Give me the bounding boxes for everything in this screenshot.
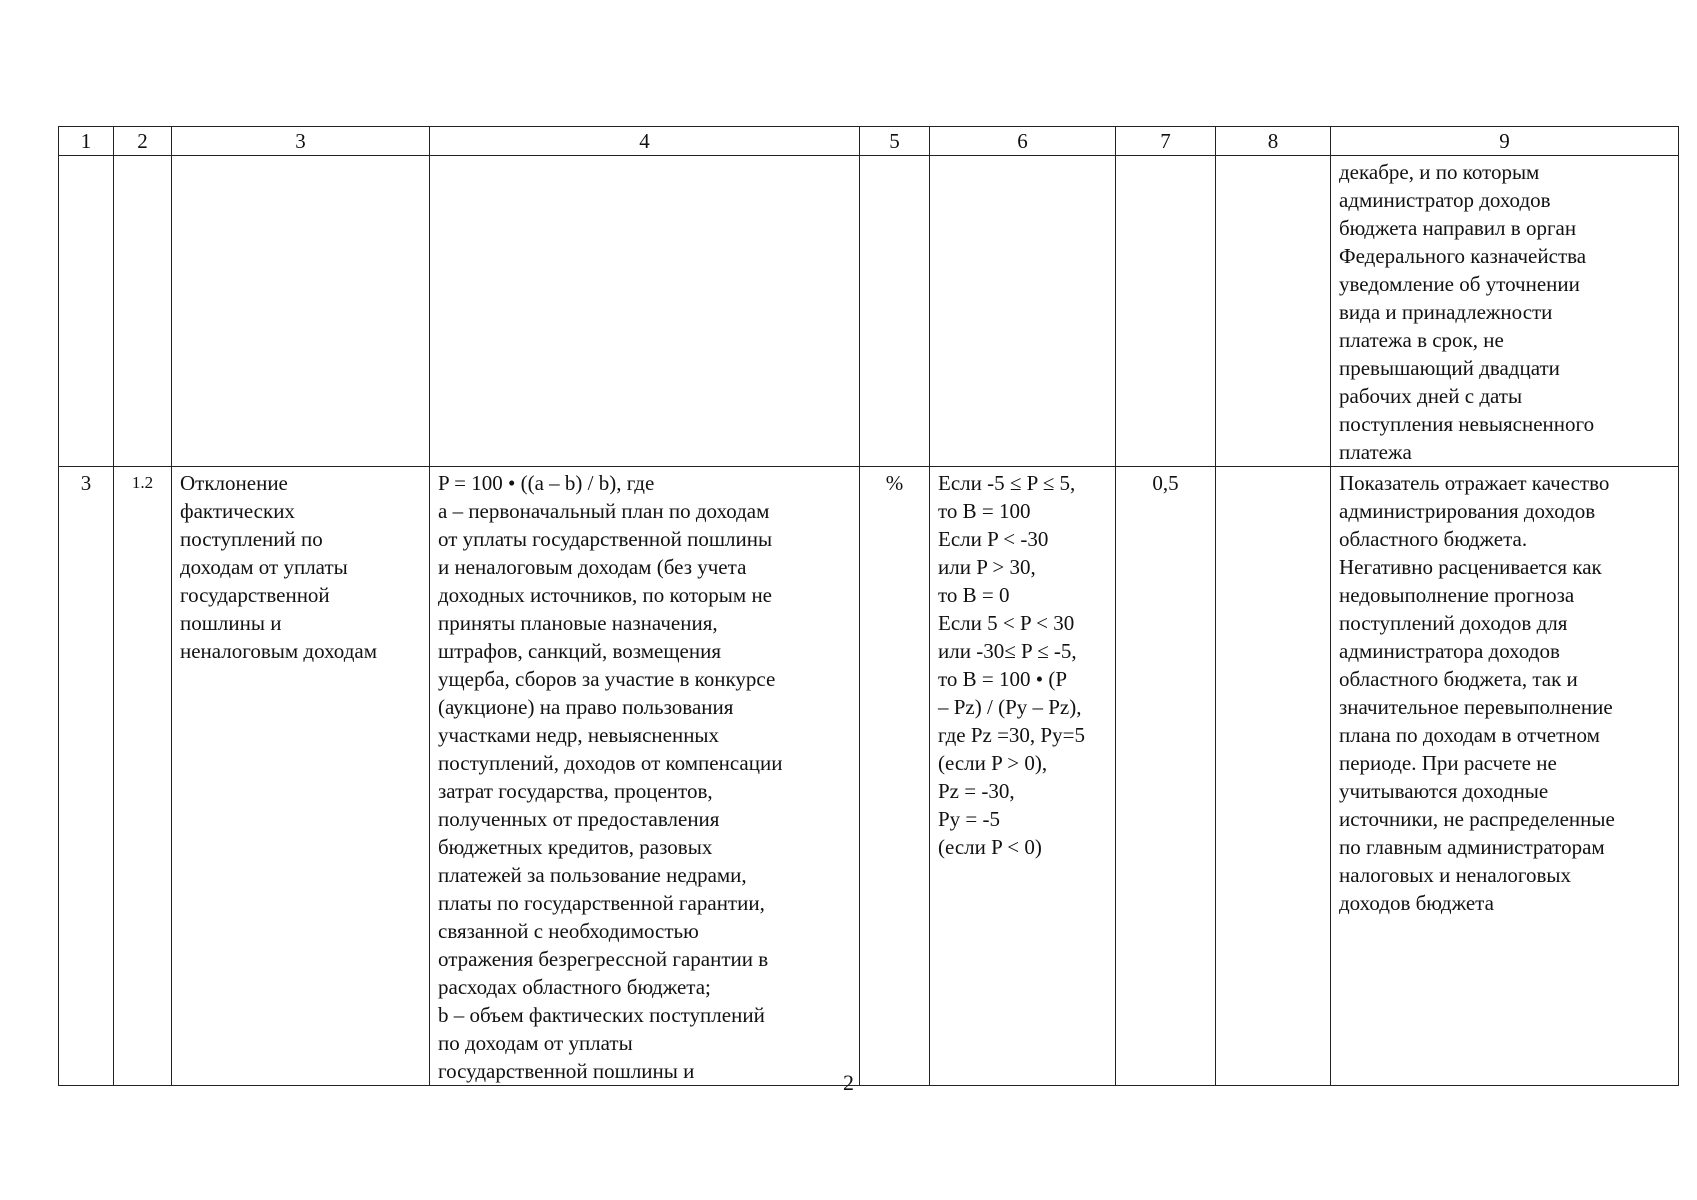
table-cell [860, 467, 930, 1086]
table-cell [1116, 467, 1216, 1086]
table-cell [59, 156, 114, 467]
table-cell [1216, 467, 1331, 1086]
table-cell [430, 467, 860, 1086]
comment-text-continued: декабре, и по которым администратор доходов бюджета направил в орган Федерального казначейства уведомление об уточнении вида и принадлежности платежа в срок, не превышающий двадцати рабочих дней с даты поступления невыясненного платежа [1339, 160, 1595, 464]
table-row [59, 467, 1679, 1086]
table-cell [1331, 467, 1679, 1086]
table-cell [114, 156, 172, 467]
table-cell [114, 467, 172, 1086]
header-cell: 3 [172, 127, 430, 156]
table-cell [1331, 156, 1679, 467]
table-cell [59, 467, 114, 1086]
scoring-rule: Если -5 ≤ P ≤ 5, то B = 100 Если P < -30 или P > 30, то B = 0 Если 5 < P < 30 или -30≤ P ≤ -5, то B = 100 • (P – Pz) / (Py – Pz), где Pz =30, Py=5 (если P > 0), Pz = -30, Py = -5 (если P < 0) [938, 471, 1085, 859]
indicator-code: 1.2 [131, 473, 154, 492]
header-cell: 8 [1216, 127, 1331, 156]
table-cell [172, 467, 430, 1086]
table-cell [930, 156, 1116, 467]
header-cell: 7 [1116, 127, 1216, 156]
header-cell: 9 [1331, 127, 1679, 156]
column-number-row [59, 127, 1679, 156]
table-cell [172, 156, 430, 467]
table-cell [860, 156, 930, 467]
table-cell [930, 467, 1116, 1086]
weight-value: 0,5 [1152, 471, 1179, 495]
comment-text: Показатель отражает качество администрирования доходов областного бюджета. Негативно расценивается как недовыполнение прогноза поступлений доходов для администратора доходов областного бюджета, так и значительное перевыполнение плана по доходам в отчетном периоде. При расчете не учитываются доходные источники, не распределенные по главным администраторам налоговых и неналоговых доходов бюджета [1339, 471, 1615, 915]
table-cell [430, 156, 860, 467]
page-number: 2 [843, 1070, 854, 1095]
table-row-continued [59, 156, 1679, 467]
calculation-formula: P = 100 • ((a – b) / b), где a – первоначальный план по доходам от уплаты государственной пошлины и неналоговым доходам (без учета доходных источников, по которым не приняты плановые назначения, штрафов, санкций, возмещения ущерба, сборов за участие в конкурсе (аукционе) на право пользования участками недр, невыясненных поступлений, доходов от компенсации затрат государства, процентов, полученных от предоставления бюджетных кредитов, разовых платежей за пользование недрами, платы по государственной гарантии, связанной с необходимостью отражения безрегрессной гарантии в расходах областного бюджета; b – объем фактических поступлений по доходам от уплаты государственной пошлины и [438, 471, 783, 1083]
criteria-table [58, 126, 1679, 1086]
unit-of-measure: % [885, 471, 904, 495]
row-number: 3 [80, 471, 92, 495]
header-cell: 2 [114, 127, 172, 156]
empty-column [1216, 467, 1330, 469]
header-cell: 5 [860, 127, 930, 156]
header-cell: 1 [59, 127, 114, 156]
table-cell [1216, 156, 1331, 467]
indicator-name: Отклонение фактических поступлений по доходам от уплаты государственной пошлины и неналоговым доходам [180, 471, 377, 663]
table-cell [1116, 156, 1216, 467]
header-cell: 4 [430, 127, 860, 156]
header-cell: 6 [930, 127, 1116, 156]
